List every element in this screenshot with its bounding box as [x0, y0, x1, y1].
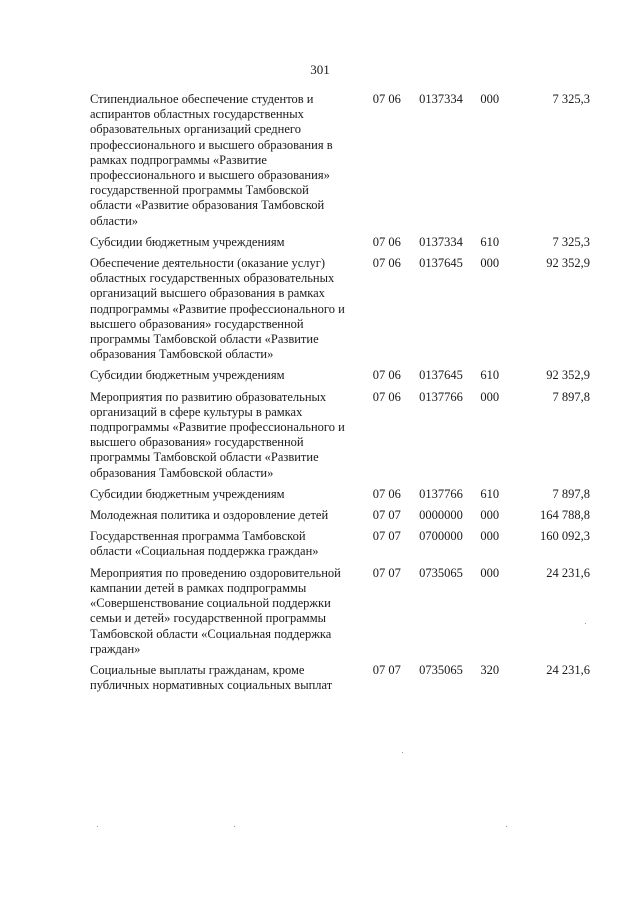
- table-row: [90, 256, 590, 362]
- scan-speck: [234, 826, 235, 827]
- row-target-code: 0137334: [419, 92, 463, 106]
- row-description: Субсидии бюджетным учреждениям: [90, 368, 285, 383]
- row-section-code: 07 06: [372, 389, 401, 404]
- budget-table: [90, 92, 590, 699]
- row-amount: 7 325,3: [552, 92, 590, 106]
- row-target-code: 0700000: [419, 529, 463, 544]
- table-row: [90, 508, 590, 523]
- row-expense-type: 000: [480, 92, 500, 106]
- row-description: Субсидии бюджетным учреждениям: [90, 234, 285, 249]
- row-expense-type: 000: [480, 529, 500, 544]
- table-row: [90, 487, 590, 502]
- row-description: Социальные выплаты гражданам, кроме публичных нормативных социальных выплат: [90, 662, 333, 693]
- table-row: [90, 529, 590, 559]
- table-row: [90, 390, 590, 481]
- row-target-code: 0137645: [419, 368, 463, 383]
- scan-speck: [402, 752, 403, 753]
- row-section-code: 07 07: [372, 508, 401, 523]
- row-description: Мероприятия по проведению оздоровительной кампании детей в рамках подпрограммы «Совершенствование социальной поддержки семьи и детей» государственной программы Тамбовской области «Социальная поддержка граждан»: [90, 565, 341, 656]
- row-target-code: 0735065: [419, 662, 463, 677]
- row-target-code: 0000000: [419, 508, 463, 523]
- row-description: Государственная программа Тамбовской области «Социальная поддержка граждан»: [90, 529, 319, 559]
- row-amount: 160 092,3: [540, 529, 590, 544]
- row-amount: 164 788,8: [540, 508, 590, 523]
- table-row: [90, 235, 590, 250]
- row-target-code: 0137645: [419, 256, 463, 271]
- row-target-code: 0137766: [419, 486, 463, 501]
- row-amount: 7 325,3: [552, 234, 590, 249]
- row-section-code: 07 06: [372, 234, 401, 249]
- table-row: [90, 92, 590, 229]
- scan-speck: [585, 623, 586, 624]
- row-description: Обеспечение деятельности (оказание услуг) областных государственных образовательных организаций высшего образования в рамках подпрограммы «Развитие профессионального и высшего образования» государственной программы Тамбовской области «Развитие образования Тамбовской области»: [90, 256, 345, 362]
- row-section-code: 07 06: [372, 92, 401, 106]
- row-amount: 24 231,6: [546, 565, 590, 580]
- table-row: [90, 663, 590, 693]
- scan-speck: [97, 826, 98, 827]
- row-expense-type: 610: [480, 234, 500, 249]
- row-amount: 24 231,6: [546, 662, 590, 677]
- row-description: Молодежная политика и оздоровление детей: [90, 508, 329, 523]
- row-expense-type: 000: [480, 565, 500, 580]
- row-expense-type: 610: [480, 368, 500, 383]
- table-row: [90, 368, 590, 383]
- row-section-code: 07 06: [372, 368, 401, 383]
- row-section-code: 07 07: [372, 565, 401, 580]
- scan-speck: [506, 826, 507, 827]
- row-description: Стипендиальное обеспечение студентов и аспирантов областных государственных образовательных организаций среднего профессионального и высшего образования в рамках подпрограммы «Развитие профессионального и высшего образования» государственной программы Тамбовской области «Развитие образования Тамбовской области»: [90, 92, 333, 228]
- row-expense-type: 000: [480, 256, 500, 271]
- row-amount: 7 897,8: [552, 389, 590, 404]
- table-row: [90, 566, 590, 657]
- row-amount: 7 897,8: [552, 486, 590, 501]
- row-expense-type: 610: [480, 486, 500, 501]
- row-description: Субсидии бюджетным учреждениям: [90, 486, 285, 501]
- row-section-code: 07 07: [372, 529, 401, 544]
- row-target-code: 0735065: [419, 565, 463, 580]
- row-target-code: 0137766: [419, 389, 463, 404]
- row-expense-type: 000: [480, 389, 500, 404]
- row-amount: 92 352,9: [546, 256, 590, 271]
- row-section-code: 07 07: [372, 662, 401, 677]
- row-description: Мероприятия по развитию образовательных организаций в сфере культуры в рамках подпрограммы «Развитие профессионального и высшего образования» государственной программы Тамбовской области «Развитие образования Тамбовской области»: [90, 389, 345, 480]
- row-expense-type: 000: [480, 508, 500, 523]
- row-amount: 92 352,9: [546, 368, 590, 383]
- row-section-code: 07 06: [372, 256, 401, 271]
- row-target-code: 0137334: [419, 234, 463, 249]
- row-section-code: 07 06: [372, 486, 401, 501]
- page-number: 301: [310, 62, 330, 77]
- row-expense-type: 320: [480, 662, 500, 677]
